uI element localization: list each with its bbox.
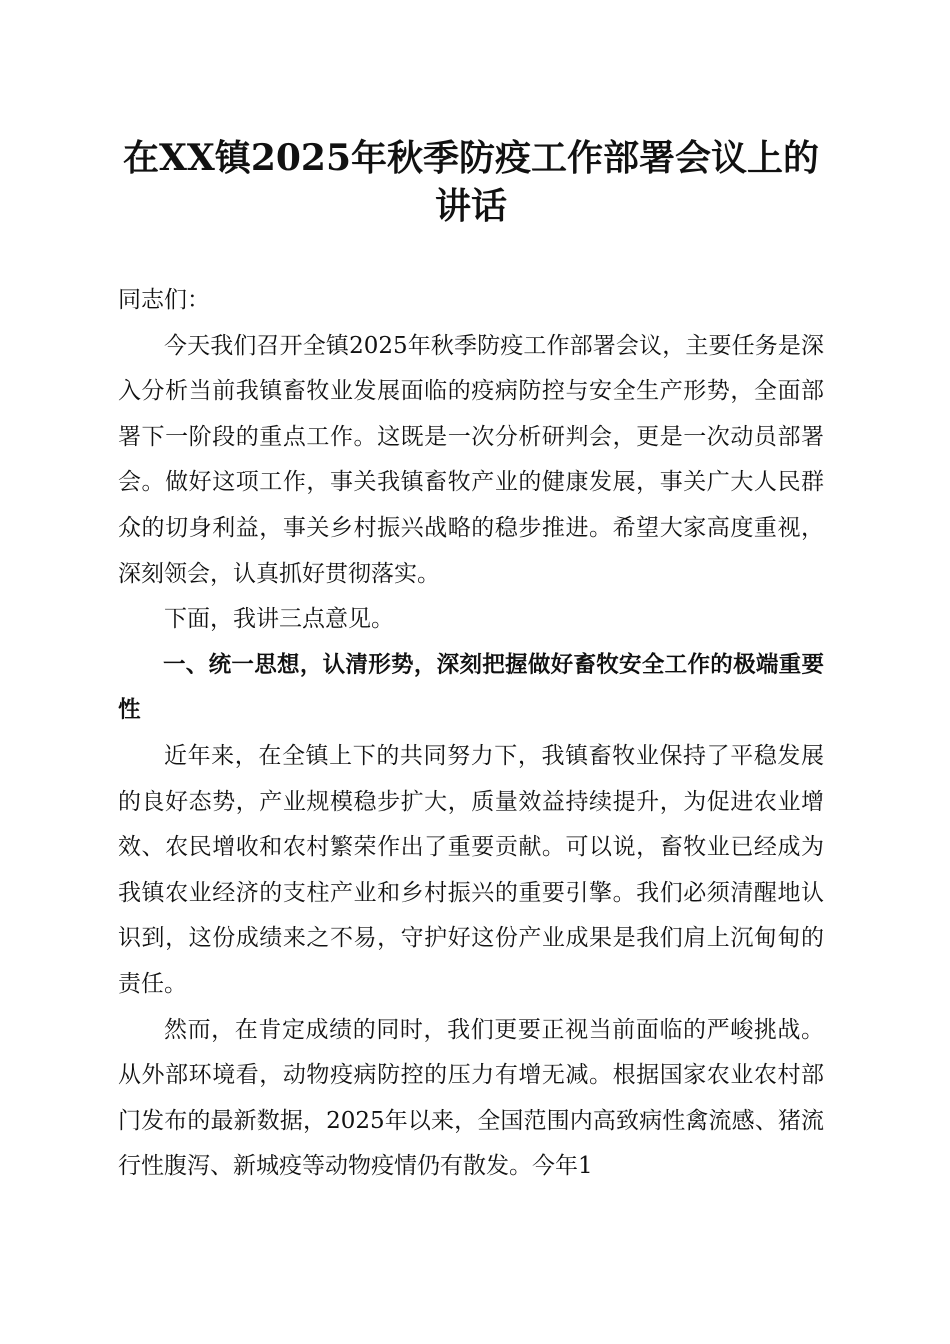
document-title: [118, 134, 824, 230]
paragraph-intro: 今天我们召开全镇2025年秋季防疫工作部署会议，主要任务是深入分析当前我镇畜牧业发展面临的疫病防控与安全生产形势，全面部署下一阶段的重点工作。这既是一次分析研判会，更是一次动员部署会。做好这项工作，事关我镇畜牧产业的健康发展，事关广大人民群众的切身利益，事关乡村振兴战略的稳步推进。希望大家高度重视，深刻领会，认真抓好贯彻落实。: [118, 332, 824, 587]
title-line-1: 在XX镇2025年秋季防疫工作部署会议上的: [122, 137, 820, 179]
document-body: [118, 278, 824, 1190]
paragraph-outline: 下面，我讲三点意见。: [164, 606, 394, 633]
title-line-2: 讲话: [434, 185, 507, 227]
section-1-heading: 一、统一思想，认清形势，深刻把握做好畜牧安全工作的极端重要性: [118, 651, 824, 724]
section-1-paragraph-1: 近年来，在全镇上下的共同努力下，我镇畜牧业保持了平稳发展的良好态势，产业规模稳步扩大，质量效益持续提升，为促进农业增效、农民增收和农村繁荣作出了重要贡献。可以说，畜牧业已经成为我镇农业经济的支柱产业和乡村振兴的重要引擎。我们必须清醒地认识到，这份成绩来之不易，守护好这份产业成果是我们肩上沉甸甸的责任。: [118, 742, 824, 997]
salutation: 同志们：: [118, 287, 210, 313]
section-1-paragraph-2: 然而，在肯定成绩的同时，我们更要正视当前面临的严峻挑战。从外部环境看，动物疫病防控的压力有增无减。根据国家农业农村部门发布的最新数据，2025年以来，全国范围内高致病性禽流感、猪流行性腹泻、新城疫等动物疫情仍有散发。今年1: [118, 1016, 824, 1180]
